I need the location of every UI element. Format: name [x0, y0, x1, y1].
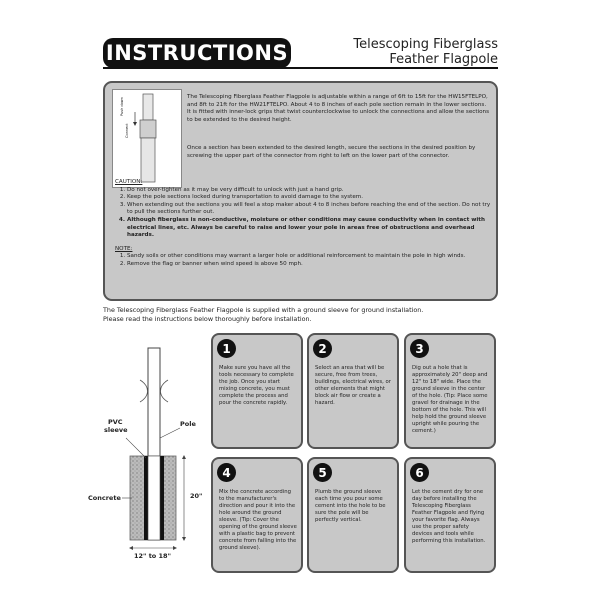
step-card-2: [307, 333, 399, 449]
push-down-label: Push down: [120, 97, 124, 116]
step-card-6: [404, 457, 496, 573]
panel-paragraph-1: The Telescoping Fiberglass Feather Flagpole is adjustable within a range of 6ft to 15ft for the HW15FTELPO, and 8ft to 21ft for the HW21FTELPO. About 4 to 8 inches of each pole section remain in the lower sections. It is fitted with inner-lock grips that twist counterclockwise to unlock the connections and allow the sections to be extended to the desired height.: [187, 94, 489, 123]
product-title: [353, 37, 498, 67]
instructions-badge: INSTRUCTIONS: [103, 38, 291, 68]
connector-illustration: [113, 90, 181, 187]
sleeve-label: sleeve: [104, 426, 128, 434]
step-text: Let the cement dry for one day before installing the Telescoping Fiberglass Feather Flagpole and flying your favorite flag. Always use the proper safety devices and tools while performing this installation.: [412, 489, 486, 544]
header-rule: [103, 67, 498, 69]
ground-sleeve-illustration: [96, 340, 216, 560]
step-text: Select an area that will be secure, free from trees, buildings, electrical wires, or other elements that might block air flow or create a hazard.: [315, 365, 391, 406]
step-text: Dig out a hole that is approximately 20" deep and 12" to 18" wide. Place the ground sleeve in the center of the hole. (Tip: Place some gravel for drainage in the bottom of the hole. This will help hold the ground sleeve upright while pouring the cement.): [412, 365, 488, 434]
product-title-line2: Feather Flagpole: [389, 52, 498, 67]
pole-label: Pole: [180, 420, 196, 428]
caution-item: 4. Although fiberglass is non-conductive, moisture or other conditions may cause conductivity when in contact with electrical lines, etc. Always be careful to raise and lower your pole in areas free of obstructions and overhead hazards.: [127, 217, 491, 240]
pvc-label: PVC: [108, 418, 123, 426]
step-card-5: [307, 457, 399, 573]
step-number: 3: [410, 339, 429, 358]
note-heading: NOTE:: [115, 245, 133, 252]
step-card-1: [211, 333, 303, 449]
ground-sleeve-diagram: [88, 340, 216, 560]
concrete-label: Concrete: [88, 494, 121, 502]
step-text: Make sure you have all the tools necessary to complete the job. Once you start mixing concrete, you must complete the process and pour the concrete rapidly.: [219, 365, 294, 406]
intro-line2: Please read the instructions below thoroughly before installation.: [103, 314, 312, 323]
step-text: Mix the concrete according to the manufacturer's direction and pour it into the hole around the ground sleeve. (Tip: Cover the opening of the ground sleeve with a plastic bag to prevent concrete from falling into the ground sleeve).: [219, 489, 297, 551]
connector-diagram: [112, 89, 182, 188]
intro-text: [103, 306, 503, 323]
step-text: Plumb the ground sleeve each time you pour some cement into the hole to be sure the pole will be perfectly vertical.: [315, 489, 386, 523]
caution-list: [115, 187, 491, 240]
caution-item: 2. Keep the pole sections locked during transportation to avoid damage to the system.: [127, 194, 491, 202]
width-label: 12" to 18": [134, 552, 171, 560]
step-number: 1: [217, 339, 236, 358]
intro-line1: The Telescoping Fiberglass Feather Flagpole is supplied with a ground sleeve for ground installation.: [103, 306, 424, 314]
step-card-3: [404, 333, 496, 449]
step-number: 2: [313, 339, 332, 358]
step-card-4: [211, 457, 303, 573]
step-number: 4: [217, 463, 236, 482]
note-list: [115, 253, 491, 268]
note-item: 2. Remove the flag or banner when wind speed is above 50 mph.: [127, 261, 491, 269]
info-panel: [103, 81, 498, 301]
caution-heading: CAUTION:: [115, 179, 143, 185]
caution-item: 1. Do not over-tighten as it may be very difficult to unlock with just a hand grip.: [127, 187, 491, 195]
product-title-line1: Telescoping Fiberglass: [353, 37, 498, 52]
caution-section: [115, 179, 491, 269]
depth-label: 20": [190, 492, 203, 500]
caution-item: 3. When extending out the sections you will feel a stop maker about 4 to 8 inches before reaching the end of the section. Do not try to pull the sections further out.: [127, 202, 491, 217]
step-number: 5: [313, 463, 332, 482]
note-item: 1. Sandy soils or other conditions may warrant a larger hole or additional reinforcement to maintain the pole in high winds.: [127, 253, 491, 261]
step-number: 6: [410, 463, 429, 482]
panel-paragraph-2: Once a section has been extended to the desired length, secure the sections in the desired position by screwing the upper part of the connector from right to left on the lower part of the connector.: [187, 145, 476, 159]
connect-label: Connect: [125, 123, 129, 138]
